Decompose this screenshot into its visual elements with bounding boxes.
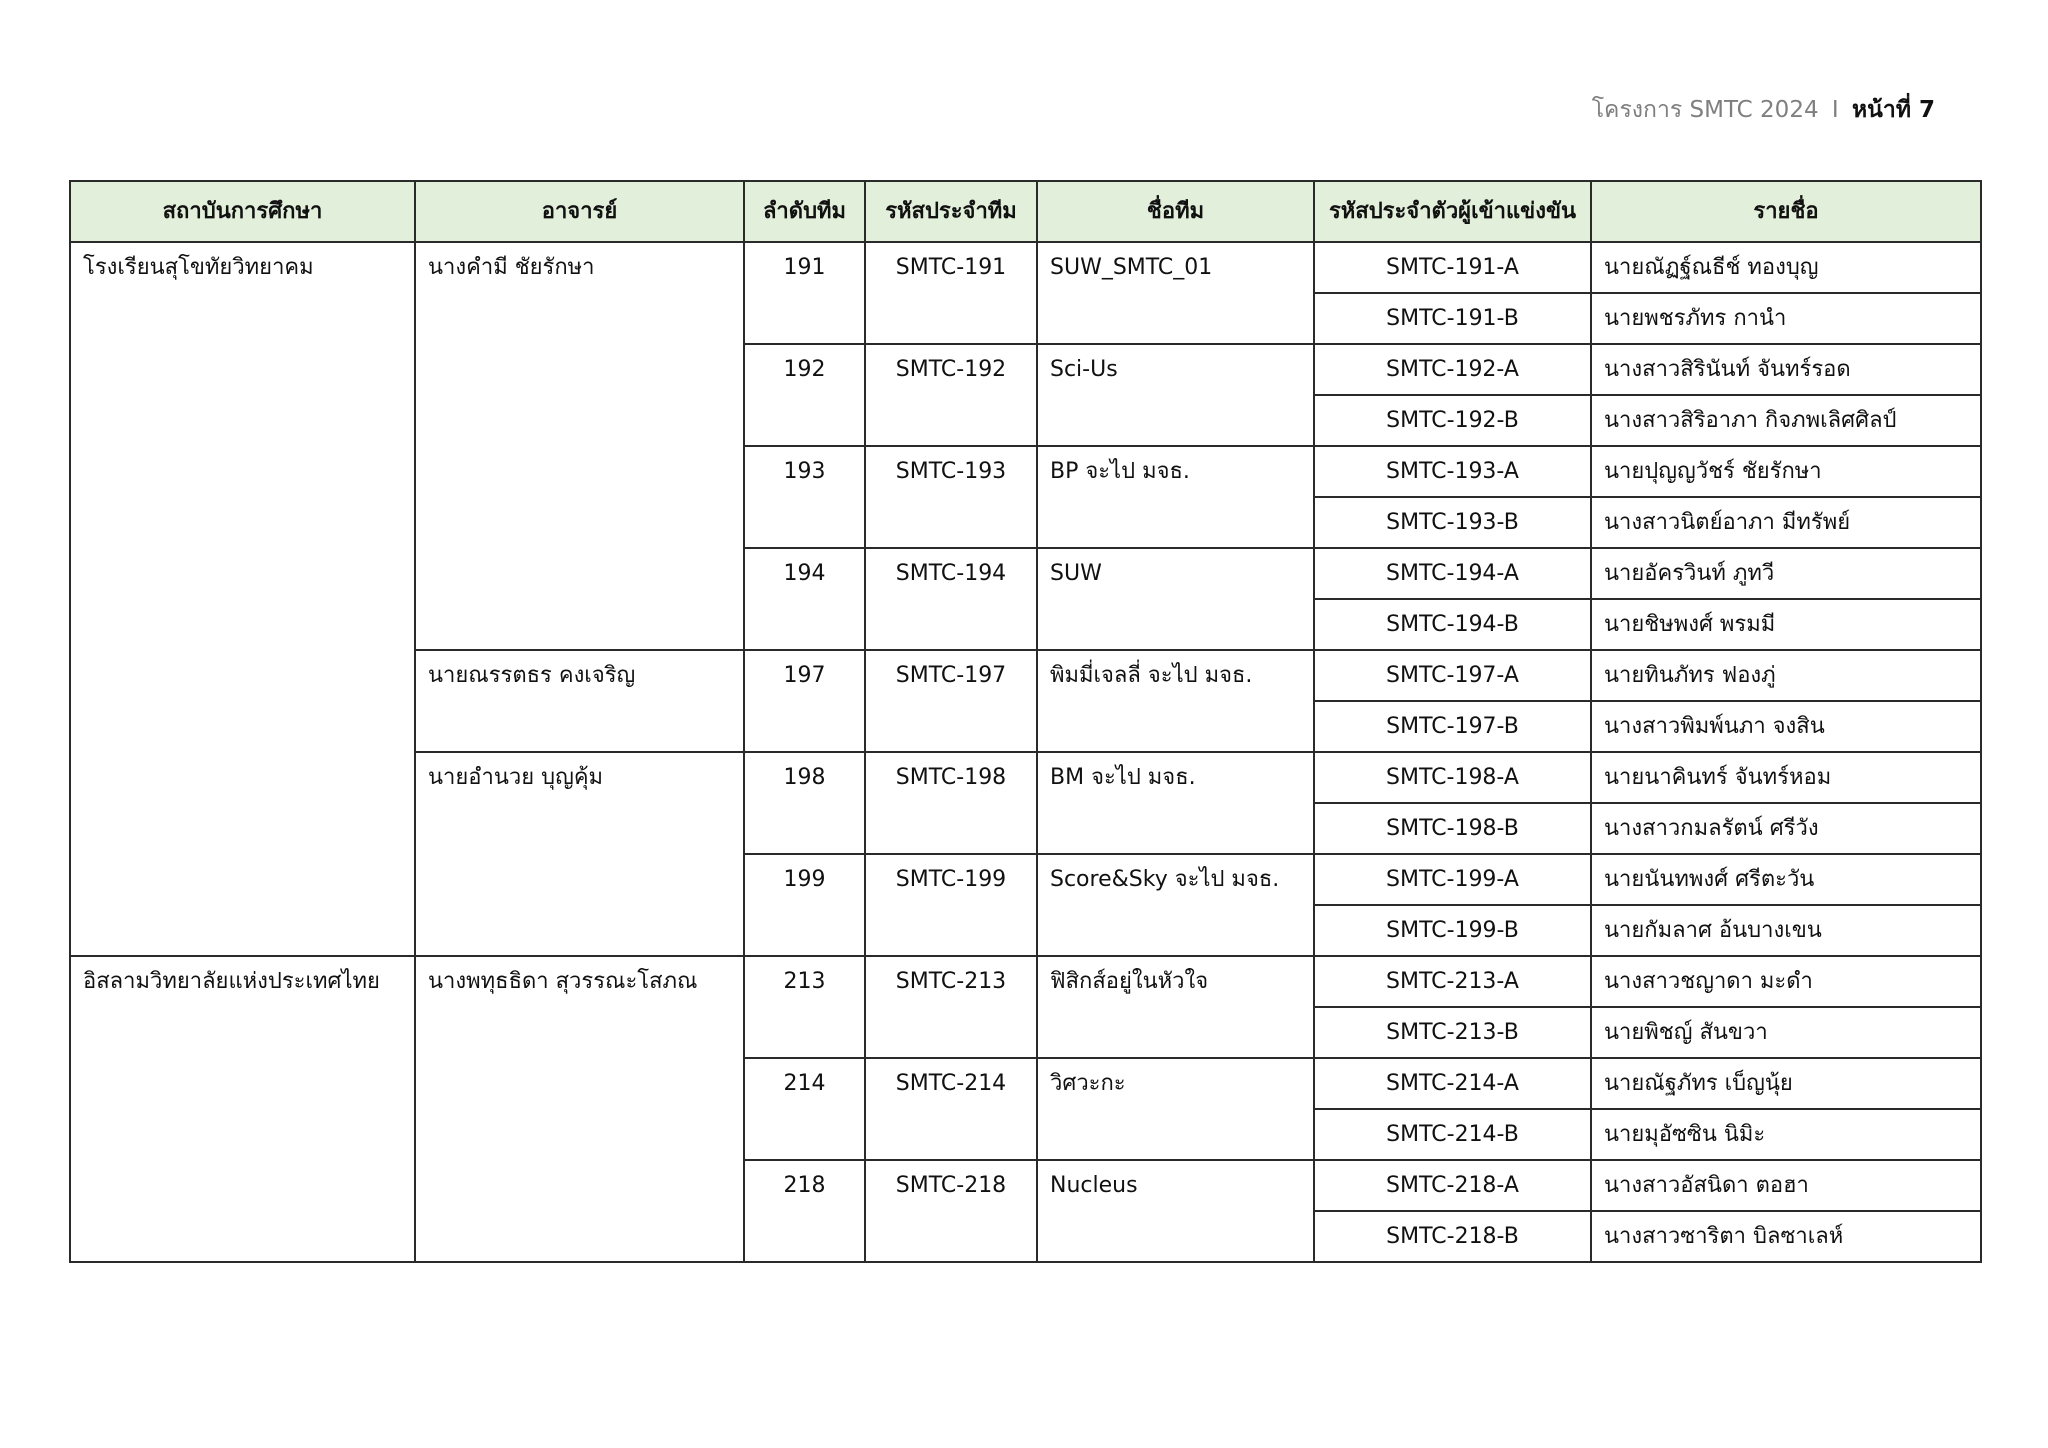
- column-header-member-name: รายชื่อ: [1591, 181, 1981, 242]
- advisor-cell: นายณรรตธร คงเจริญ: [415, 650, 744, 752]
- team-number-cell: 192: [744, 344, 865, 446]
- team-code-cell: SMTC-192: [865, 344, 1037, 446]
- member-name-cell: นายอัครวินท์ ภูทวี: [1591, 548, 1981, 599]
- team-number-cell: 191: [744, 242, 865, 344]
- member-name-cell: นายปุญญวัชร์ ชัยรักษา: [1591, 446, 1981, 497]
- team-name-cell: BM จะไป มจธ.: [1037, 752, 1314, 854]
- member-name-cell: นางสาวสิรินันท์ จันทร์รอด: [1591, 344, 1981, 395]
- participant-id-cell: SMTC-193-A: [1314, 446, 1591, 497]
- team-name-cell: Sci-Us: [1037, 344, 1314, 446]
- table-body: [70, 242, 1981, 1262]
- member-name-cell: นางสาวนิตย์อาภา มีทรัพย์: [1591, 497, 1981, 548]
- team-code-cell: SMTC-218: [865, 1160, 1037, 1262]
- participant-id-cell: SMTC-198-A: [1314, 752, 1591, 803]
- team-name-cell: ฟิสิกส์อยู่ในหัวใจ: [1037, 956, 1314, 1058]
- column-header-institution: สถาบันการศึกษา: [70, 181, 415, 242]
- team-number-cell: 213: [744, 956, 865, 1058]
- member-name-cell: นายกัมลาศ อ้นบางเขน: [1591, 905, 1981, 956]
- team-number-cell: 218: [744, 1160, 865, 1262]
- participant-id-cell: SMTC-193-B: [1314, 497, 1591, 548]
- member-name-cell: นายนาคินทร์ จันทร์หอม: [1591, 752, 1981, 803]
- team-number-cell: 214: [744, 1058, 865, 1160]
- member-name-cell: นางสาวกมลรัตน์ ศรีวัง: [1591, 803, 1981, 854]
- member-name-cell: นายชิษพงศ์ พรมมี: [1591, 599, 1981, 650]
- team-code-cell: SMTC-197: [865, 650, 1037, 752]
- page-header: [1592, 92, 1935, 128]
- team-code-cell: SMTC-213: [865, 956, 1037, 1058]
- institution-cell: โรงเรียนสุโขทัยวิทยาคม: [70, 242, 415, 956]
- team-code-cell: SMTC-191: [865, 242, 1037, 344]
- participant-id-cell: SMTC-218-B: [1314, 1211, 1591, 1262]
- institution-cell: อิสลามวิทยาลัยแห่งประเทศไทย: [70, 956, 415, 1262]
- participant-id-cell: SMTC-214-A: [1314, 1058, 1591, 1109]
- team-name-cell: SUW: [1037, 548, 1314, 650]
- team-number-cell: 199: [744, 854, 865, 956]
- advisor-cell: นางคำมี ชัยรักษา: [415, 242, 744, 650]
- participant-id-cell: SMTC-191-B: [1314, 293, 1591, 344]
- participant-id-cell: SMTC-198-B: [1314, 803, 1591, 854]
- team-name-cell: Score&Sky จะไป มจธ.: [1037, 854, 1314, 956]
- participant-id-cell: SMTC-192-A: [1314, 344, 1591, 395]
- member-name-cell: นายนันทพงศ์ ศรีตะวัน: [1591, 854, 1981, 905]
- column-header-team-number: ลำดับทีม: [744, 181, 865, 242]
- team-code-cell: SMTC-214: [865, 1058, 1037, 1160]
- member-name-cell: นายพิชญ์ สันขวา: [1591, 1007, 1981, 1058]
- participant-id-cell: SMTC-199-B: [1314, 905, 1591, 956]
- project-title: โครงการ SMTC 2024: [1591, 97, 1819, 123]
- column-header-team-name: ชื่อทีม: [1037, 181, 1314, 242]
- team-code-cell: SMTC-199: [865, 854, 1037, 956]
- member-name-cell: นายทินภัทร ฟองภู่: [1591, 650, 1981, 701]
- team-code-cell: SMTC-198: [865, 752, 1037, 854]
- member-name-cell: นายพชรภัทร กานำ: [1591, 293, 1981, 344]
- member-name-cell: นางสาวสิริอาภา กิจภพเลิศศิลป์: [1591, 395, 1981, 446]
- column-header-participant-id: รหัสประจำตัวผู้เข้าแข่งขัน: [1314, 181, 1591, 242]
- advisor-cell: นางพทุธธิดา สุวรรณะโสภณ: [415, 956, 744, 1262]
- member-name-cell: นายณัฏฐ์ณธีช์ ทองบุญ: [1591, 242, 1981, 293]
- member-name-cell: นางสาวชญาดา มะดำ: [1591, 956, 1981, 1007]
- team-code-cell: SMTC-193: [865, 446, 1037, 548]
- participant-id-cell: SMTC-197-B: [1314, 701, 1591, 752]
- member-name-cell: นางสาวพิมพ์นภา จงสิน: [1591, 701, 1981, 752]
- table-header: [70, 181, 1981, 242]
- team-number-cell: 197: [744, 650, 865, 752]
- member-name-cell: นางสาวอัสนิดา ตอฮา: [1591, 1160, 1981, 1211]
- participant-id-cell: SMTC-213-A: [1314, 956, 1591, 1007]
- participant-id-cell: SMTC-213-B: [1314, 1007, 1591, 1058]
- participant-id-cell: SMTC-197-A: [1314, 650, 1591, 701]
- page-number: หน้าที่ 7: [1852, 97, 1935, 123]
- participant-id-cell: SMTC-194-B: [1314, 599, 1591, 650]
- table-row: [70, 242, 1981, 293]
- team-number-cell: 198: [744, 752, 865, 854]
- column-header-team-code: รหัสประจำทีม: [865, 181, 1037, 242]
- participant-id-cell: SMTC-192-B: [1314, 395, 1591, 446]
- team-name-cell: BP จะไป มจธ.: [1037, 446, 1314, 548]
- advisor-cell: นายอำนวย บุญคุ้ม: [415, 752, 744, 956]
- table-row: [70, 956, 1981, 1007]
- team-name-cell: วิศวะกะ: [1037, 1058, 1314, 1160]
- member-name-cell: นางสาวซาริตา บิลซาเลห์: [1591, 1211, 1981, 1262]
- participant-id-cell: SMTC-214-B: [1314, 1109, 1591, 1160]
- header-row: [70, 181, 1981, 242]
- column-header-advisor: อาจารย์: [415, 181, 744, 242]
- participant-id-cell: SMTC-218-A: [1314, 1160, 1591, 1211]
- participant-id-cell: SMTC-191-A: [1314, 242, 1591, 293]
- team-name-cell: SUW_SMTC_01: [1037, 242, 1314, 344]
- team-name-cell: พิมมี่เจลลี่ จะไป มจธ.: [1037, 650, 1314, 752]
- participant-id-cell: SMTC-194-A: [1314, 548, 1591, 599]
- header-separator: I: [1831, 97, 1839, 123]
- member-name-cell: นายณัฐภัทร เบ็ญนุ้ย: [1591, 1058, 1981, 1109]
- team-number-cell: 194: [744, 548, 865, 650]
- member-name-cell: นายมุอัซซิน นิมิะ: [1591, 1109, 1981, 1160]
- team-roster-table: [69, 180, 1982, 1263]
- team-number-cell: 193: [744, 446, 865, 548]
- team-name-cell: Nucleus: [1037, 1160, 1314, 1262]
- participant-id-cell: SMTC-199-A: [1314, 854, 1591, 905]
- team-code-cell: SMTC-194: [865, 548, 1037, 650]
